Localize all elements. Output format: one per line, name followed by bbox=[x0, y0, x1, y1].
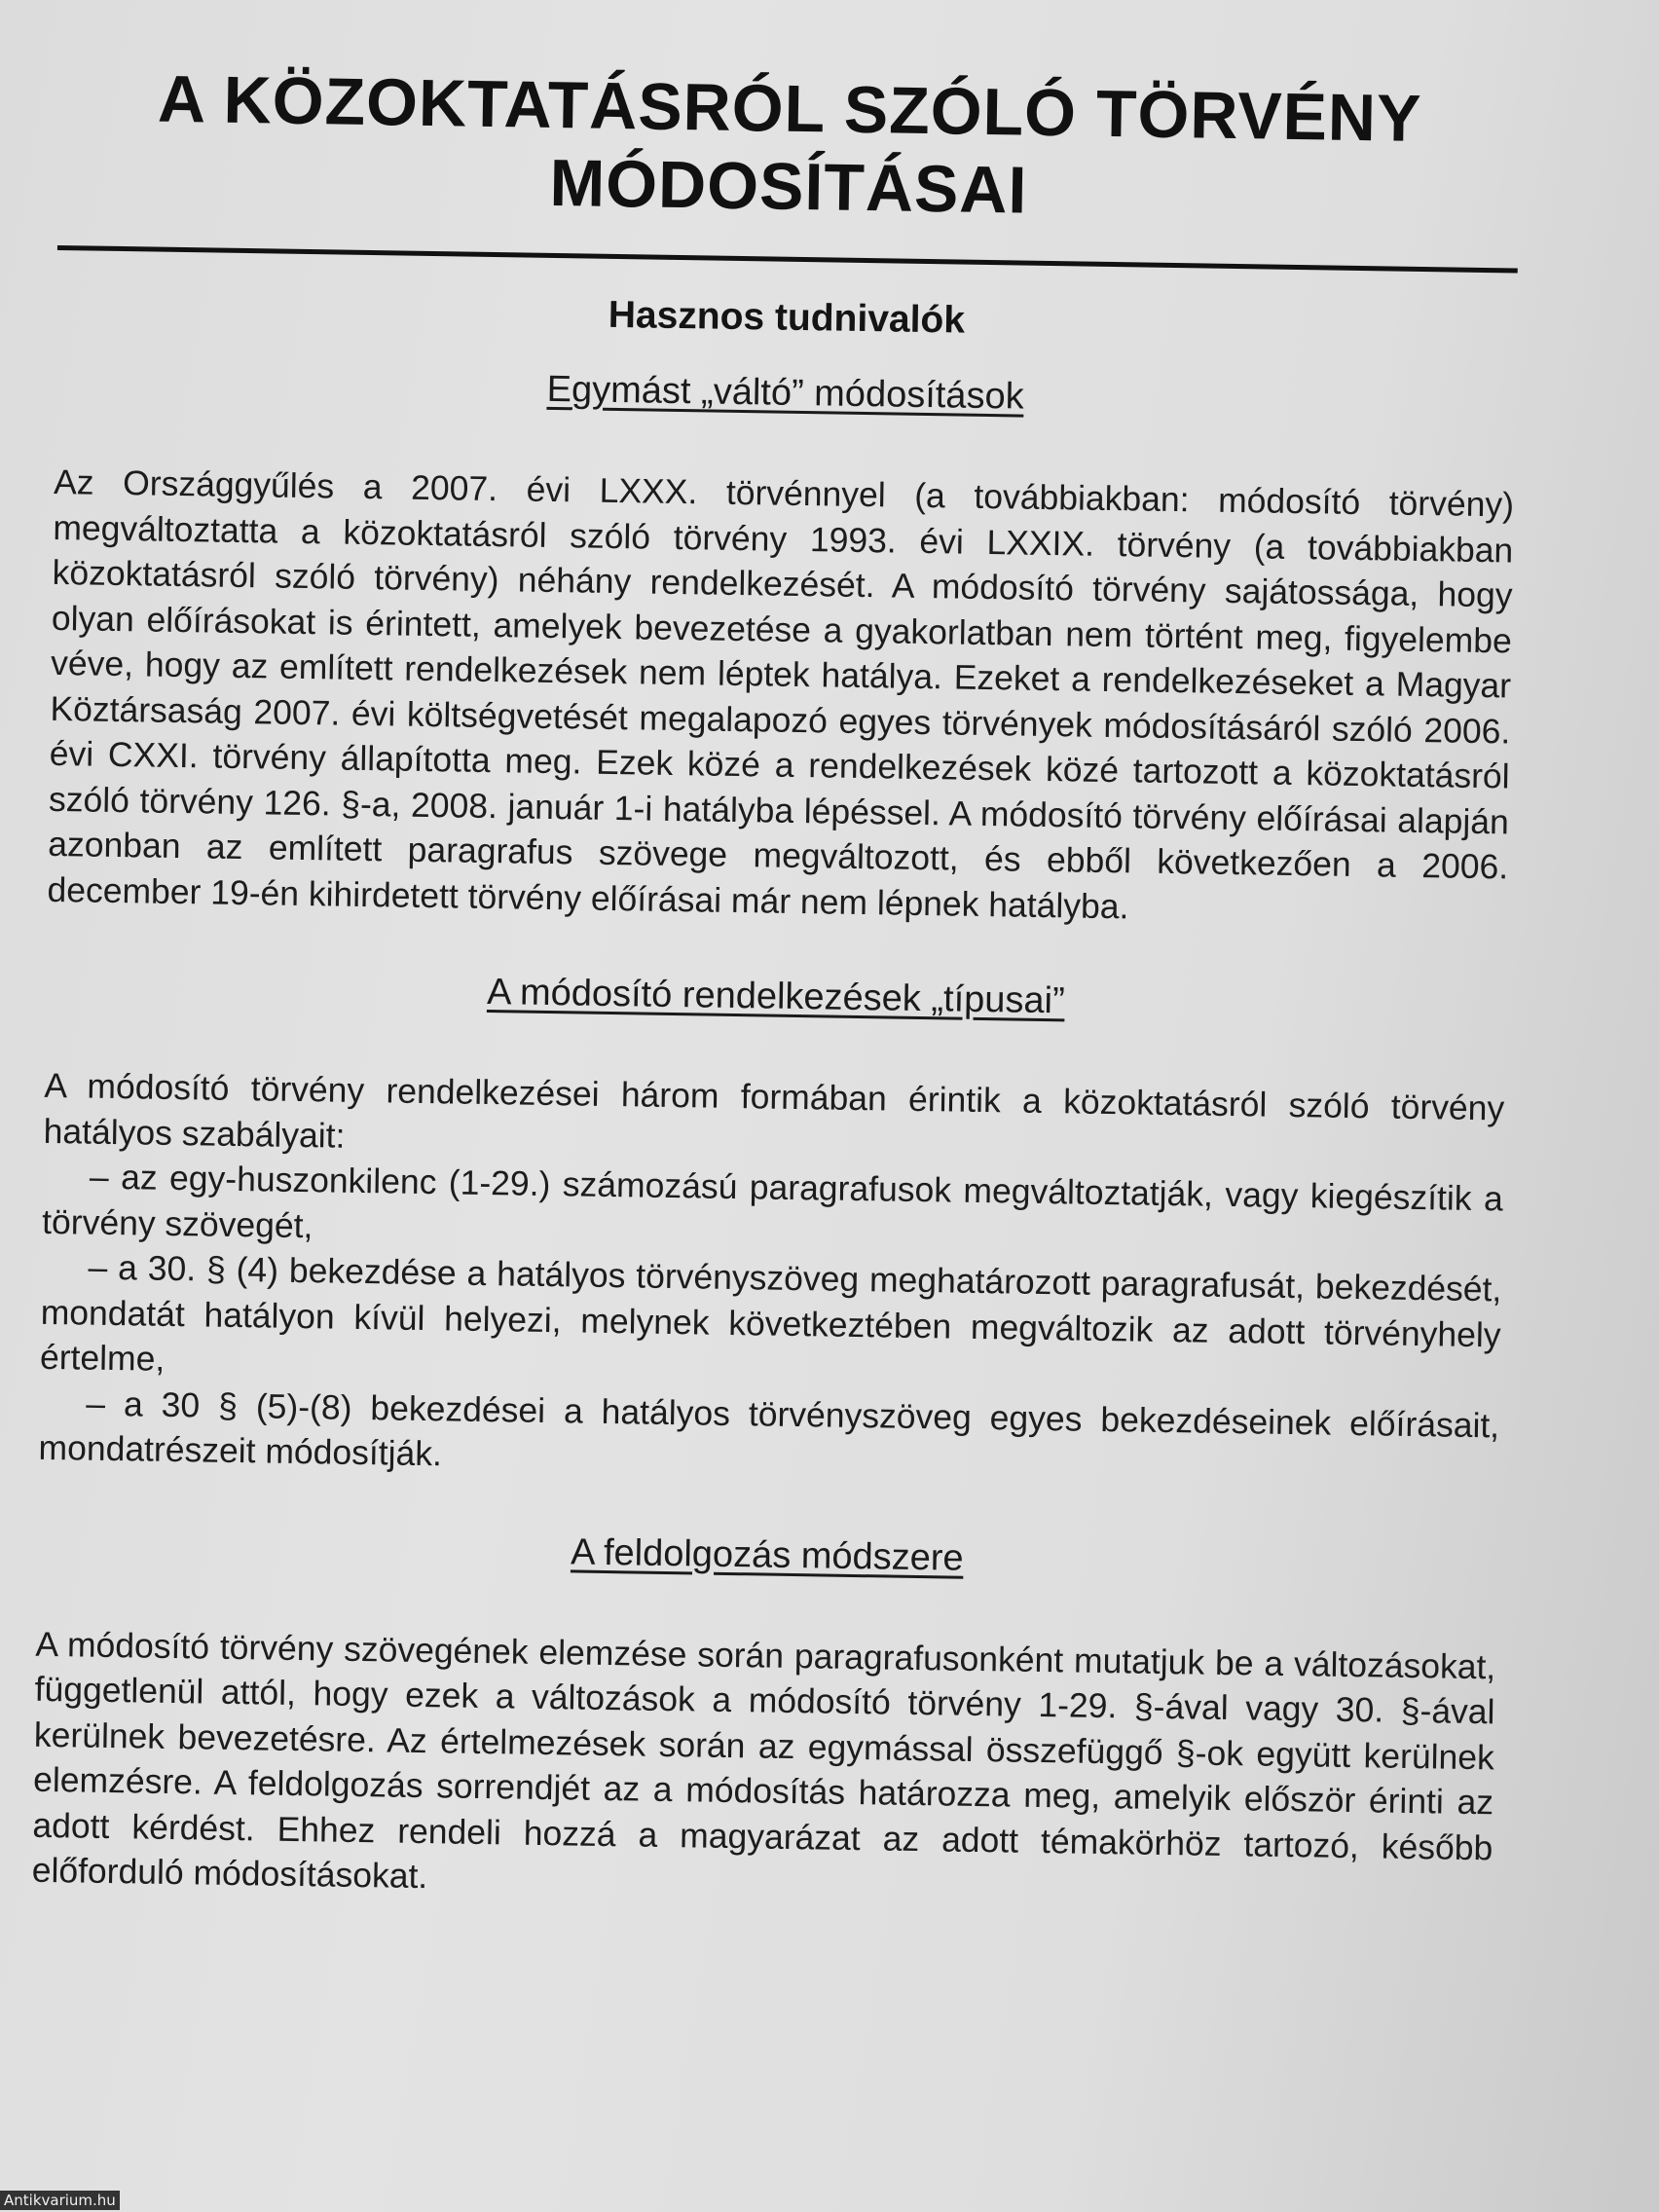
page-title-line-1: A KÖZOKTATÁSRÓL SZÓLÓ TÖRVÉNY bbox=[157, 61, 1422, 156]
section-3-paragraph: A módosító törvény szövegének elemzése során paragrafusonként mutatjuk be a változásokat, függetlenül attól, hogy ezek a változások a módosító törvény 1-29. §-ával vagy 30. §-ával kerülnek bevezetésre. Az értelmezések során az egymással összefüggő §-ok együtt kerülnek elemzésre. A feldolgozás sorrendjét az a módosítás határozza meg, amelyik először érinti az adott kérdést. Ehhez rendeli hozzá a magyarázat az adott témakörhöz tartozó, később előforduló módosításokat. bbox=[31, 1624, 1496, 1897]
list-item: – a 30 § (5)-(8) bekezdései a hatályos törvényszöveg egyes bekezdéseinek előírásait, mondatrészeit módosítják. bbox=[38, 1383, 1500, 1474]
section-heading-3: A feldolgozás módszere bbox=[570, 1530, 964, 1579]
page-title-line-2: MÓDOSÍTÁSAI bbox=[549, 145, 1028, 228]
section-2-intro: A módosító törvény rendelkezései három formában érintik a közoktatásról szóló törvény hatályos szabályait: bbox=[43, 1065, 1505, 1156]
list-item: – a 30. § (4) bekezdése a hatályos törvényszöveg meghatározott paragrafusát, bekezdését, mondatát hatályon kívül helyezi, melynek következtében megváltozik az adott törvényhely értelme, bbox=[39, 1247, 1502, 1379]
page-content bbox=[31, 58, 1520, 1916]
title-divider bbox=[57, 245, 1518, 274]
section-1-paragraph: Az Országgyűlés a 2007. évi LXXX. törvénnyel (a továbbiakban: módosító törvény) megváltoztatta a közoktatásról szóló törvény 1993. évi LXXIX. törvény (a továbbiakban közoktatásról szóló törvény) néhány rendelkezését. A módosító törvény sajátossága, hogy olyan előírásokat is érintett, amelyek bevezetése a gyakorlatban nem történt meg, figyelembe véve, hogy az említett rendelkezések nem léptek hatálya. Ezeket a rendelkezéseket a Magyar Köztársaság 2007. évi költségvetését megalapozó egyes törvények módosításáról szóló 2006. évi CXXI. törvény állapította meg. Ezek közé a rendelkezések közé tartozott a közoktatásról szóló törvény 126. §-a, 2008. január 1-i hatályba lépéssel. A módosító törvény előírásai alapján azonban az említett paragrafus szövege megváltozott, és ebből következően a 2006. december 19-én kihirdetett törvény előírásai már nem lépnek hatályba. bbox=[47, 461, 1515, 926]
section-heading-1: Egymást „váltó” módosítások bbox=[546, 368, 1024, 418]
section-heading-2: A módosító rendelkezések „típusai” bbox=[486, 972, 1066, 1022]
subtitle: Hasznos tudnivalók bbox=[608, 293, 966, 342]
page-title bbox=[57, 58, 1520, 238]
list-item: – az egy-huszonkilenc (1-29.) számozású paragrafusok megváltoztatják, vagy kiegészítik a törvény szövegét, bbox=[41, 1157, 1504, 1245]
watermark: Antikvarium.hu bbox=[0, 2191, 120, 2210]
